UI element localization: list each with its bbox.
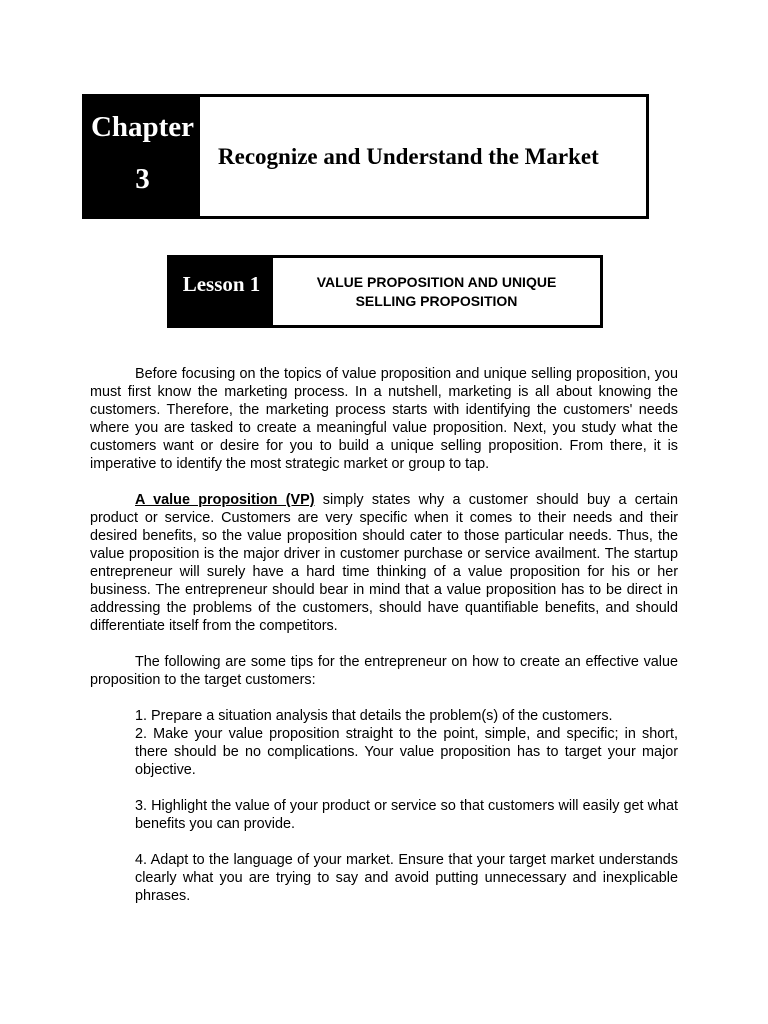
tip-item: 4. Adapt to the language of your market. Ensure that your target market understands clearly what you are trying to say and avoid putting unnecessary and inexplicable phrases. (135, 852, 678, 904)
value-proposition-paragraph (90, 491, 678, 635)
lesson-label: Lesson 1 (170, 258, 273, 325)
lesson-header (167, 255, 603, 328)
chapter-label: Chapter (90, 111, 195, 143)
tips-list (90, 707, 678, 905)
lesson-title (273, 258, 600, 325)
tip-item: 2. Make your value proposition straight to the point, simple, and specific; in short, there should be no complications. Your value proposition has to target your major objective. (135, 726, 678, 778)
intro-paragraph: Before focusing on the topics of value proposition and unique selling proposition, you must first know the marketing process. In a nutshell, marketing is all about knowing the customers. Therefore, the marketing process starts with identifying the customers' needs where you are tasked to create a meaningful value proposition. Next, you study what the customers want or desire for you to build a unique selling proposition. From there, it is imperative to identify the most strategic market or group to tap. (90, 366, 678, 472)
value-proposition-term: A value proposition (VP) (135, 492, 315, 508)
tips-intro-paragraph: The following are some tips for the entrepreneur on how to create an effective value proposition to the target customers: (90, 654, 678, 688)
tip-item: 3. Highlight the value of your product or service so that customers will easily get what benefits you can provide. (135, 798, 678, 832)
lesson-title-line-2: SELLING PROPOSITION (355, 292, 518, 309)
chapter-title: Recognize and Understand the Market (218, 143, 599, 169)
chapter-label-block (85, 97, 200, 216)
lesson-title-line-1: VALUE PROPOSITION AND UNIQUE (316, 273, 557, 290)
chapter-number: 3 (135, 163, 150, 195)
value-proposition-definition: simply states why a customer should buy a certain product or service. Customers are very specific when it comes to their needs and their desired benefits, so the value proposition should cater to those particular needs. Thus, the value proposition is the major driver in customer purchase or service availment. The startup entrepreneur will surely have a hard time thinking of a value proposition for his or her business. The entrepreneur should bear in mind that a value proposition has to be direct in addressing the problems of the customers, should have quantifiable benefits, and should differentiate itself from the competitors. (90, 492, 678, 634)
tip-item: 1. Prepare a situation analysis that details the problem(s) of the customers. (135, 708, 613, 724)
lesson-body (90, 365, 678, 923)
chapter-header (82, 94, 649, 219)
